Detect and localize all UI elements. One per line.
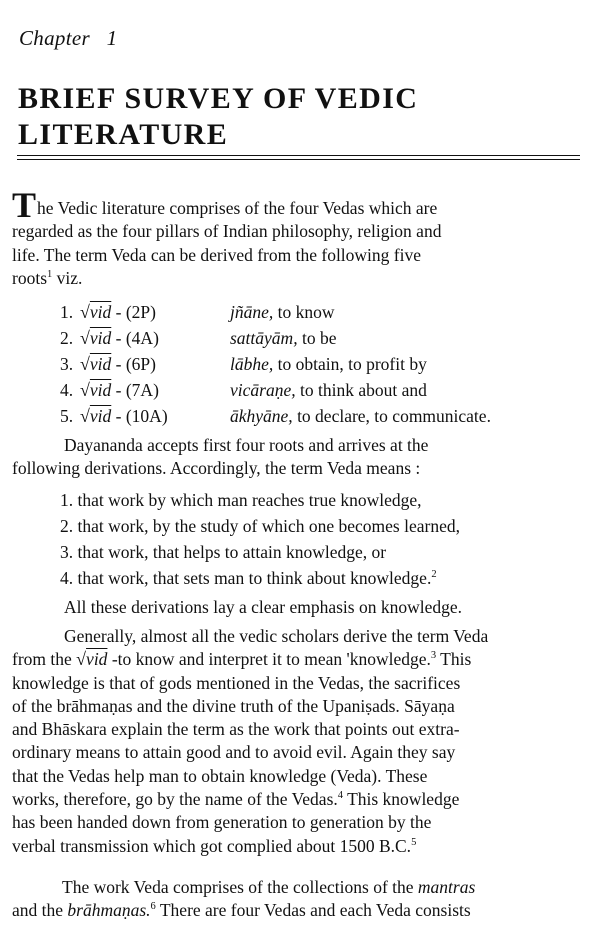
chapter-label: Chapter xyxy=(19,26,90,50)
intro-line-3: life. The term Veda can be derived from the following five xyxy=(12,244,422,265)
generally-line-2: from the √vid -to know and interpret it to mean 'knowledge.$^3$ This xyxy=(12,649,472,670)
root-row: 4. √vid - (7A) vicāraṇe, to think about and xyxy=(60,380,427,400)
derivation-item: 2. that work, by the study of which one becomes learned, xyxy=(60,516,460,536)
title-rule-bottom xyxy=(17,159,580,160)
emphasis-line: All these derivations lay a clear emphasis on knowledge. xyxy=(64,597,463,617)
dayananda-line-1: Dayananda accepts first four roots and arrives at the xyxy=(64,435,429,455)
dayananda-paragraph xyxy=(12,434,590,481)
generally-line-7: that the Vedas help man to obtain knowledge (Veda). These xyxy=(12,765,428,786)
chapter-title xyxy=(18,81,578,153)
footnote-ref: 4 xyxy=(337,790,344,802)
root-row: 2. √vid - (4A) sattāyām, to be xyxy=(60,328,337,348)
chapter-number: 1 xyxy=(106,26,118,50)
dayananda-line-2: following derivations. Accordingly, the term Veda means : xyxy=(12,458,421,479)
work-paragraph xyxy=(12,876,590,923)
root-row: 1. √vid - (2P) jñāne, to know xyxy=(60,302,335,322)
title-line-1: BRIEF SURVEY OF VEDIC xyxy=(18,82,419,115)
root-row: 3. √vid - (6P) lābhe, to obtain, to profit by xyxy=(60,354,427,374)
generally-line-9: has been handed down from generation to generation by the xyxy=(12,812,432,833)
derivation-item: 4. that work, that sets man to think about knowledge.$^2$ xyxy=(60,568,437,588)
derivation-item: 1. that work by which man reaches true knowledge, xyxy=(60,490,422,510)
intro-line-2: regarded as the four pillars of Indian philosophy, religion and xyxy=(12,221,442,242)
derivation-item: 3. that work, that helps to attain knowledge, or xyxy=(60,542,387,562)
generally-line-8: works, therefore, go by the name of the Vedas.$^4$ This knowledge xyxy=(12,789,460,810)
generally-line-4: of the brāhmaṇas and the divine truth of the Upaniṣads. Sāyaṇa xyxy=(12,695,455,716)
title-line-2: LITERATURE xyxy=(18,118,229,151)
footnote-ref: 5 xyxy=(411,836,417,848)
footnote-ref: 6 xyxy=(150,901,156,913)
generally-line-6: ordinary means to attain good and to avoid evil. Again they say xyxy=(12,742,456,763)
intro-line-4: roots$^1$ viz. xyxy=(12,267,83,288)
root-row: 5. √vid - (10A) ākhyāne, to declare, to communicate. xyxy=(60,406,491,426)
drop-cap: T xyxy=(12,185,37,225)
work-line-2: and the brāhmaṇas.$^6$ There are four Vedas and each Veda consists xyxy=(12,900,471,921)
title-rule-top xyxy=(17,155,580,156)
footnote-ref: 1 xyxy=(47,268,53,280)
generally-line-10: verbal transmission which got complied about 1500 B.C.$^5$ xyxy=(12,835,417,856)
work-line-1: The work Veda comprises of the collections of the mantras xyxy=(62,877,476,897)
footnote-ref: 3 xyxy=(430,650,437,662)
generally-line-5: and Bhāskara explain the term as the work that points out extra- xyxy=(12,719,460,740)
generally-paragraph xyxy=(12,625,590,858)
generally-line-1: Generally, almost all the vedic scholars derive the term Veda xyxy=(64,626,489,646)
footnote-ref: 2 xyxy=(431,569,437,580)
generally-line-3: knowledge is that of gods mentioned in the Vedas, the sacrifices xyxy=(12,672,461,693)
intro-paragraph xyxy=(12,185,590,290)
chapter-heading xyxy=(19,26,117,51)
intro-line-1: The Vedic literature comprises of the four Vedas which are xyxy=(12,185,438,225)
